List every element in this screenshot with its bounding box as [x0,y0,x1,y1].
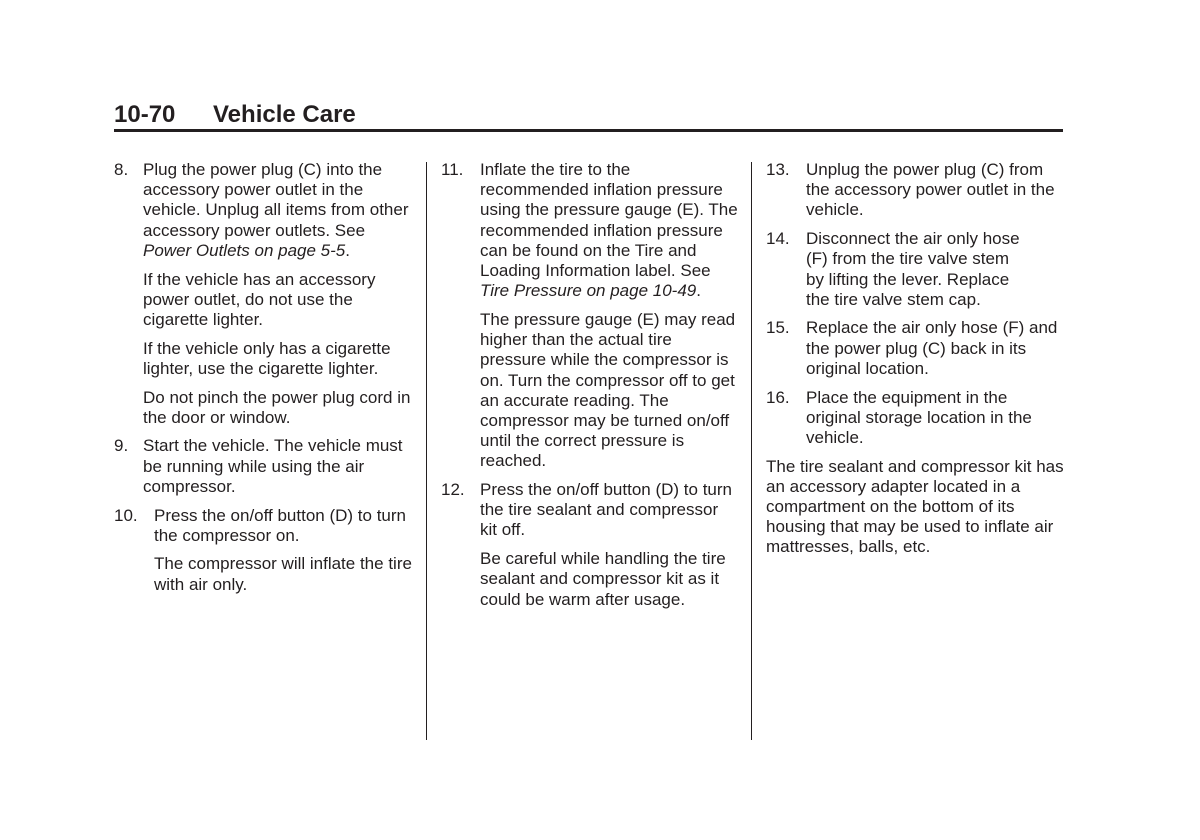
section-title: Vehicle Care [213,101,356,128]
closing-paragraph: The tire sealant and compressor kit has an accessory adapter located in a compartment on the bottom of its housing that may be used to inflate air mattresses, balls, etc. [766,456,1064,557]
step-text-end: . [345,240,350,260]
step-body [480,160,738,472]
step-note: Be careful while handling the tire sealant and compressor kit as it could be warm after usage. [480,549,726,609]
step-note: The compressor will inflate the tire with air only. [154,554,412,594]
step-number: 9. [114,436,129,456]
list-item [441,160,738,472]
step-number: 13. [766,160,790,179]
step-text: Plug the power plug (C) into the accessory power outlet in the vehicle. Unplug all items from other accessory power outlets. See [143,160,409,240]
step-text: Unplug the power plug (C) from the accessory power outlet in the vehicle. [806,160,1055,220]
step-note: If the vehicle has an accessory power outlet, do not use the cigarette lighter. [143,269,376,329]
list-item [441,480,738,610]
list-item [766,229,1066,310]
step-number: 16. [766,387,790,407]
list-item [114,160,414,428]
column-divider [751,162,752,740]
step-number: 8. [114,160,129,179]
step-text: Press the on/off button (D) to turn the tire sealant and compressor kit off. [480,480,732,540]
step-number: 11. [441,160,464,179]
step-number: 12. [441,480,465,500]
page-header [114,100,1062,128]
step-note: Do not pinch the power plug cord in the door or window. [143,387,411,427]
list-item [766,388,1066,449]
step-body [143,160,414,428]
step-number: 15. [766,318,790,338]
step-text: Inflate the tire to the recommended inflation pressure using the pressure gauge (E). The recommended inflation pressure can be found on the Tire and Loading Information label. See [480,160,738,281]
step-number: 14. [766,229,790,249]
step-note: The pressure gauge (E) may read higher than the actual tire pressure while the compressor is on. Turn the compressor off to get an accurate reading. The compressor may be turned on/off until the correct pressure is reached. [480,309,736,471]
step-note: If the vehicle only has a cigarette lighter, use the cigarette lighter. [143,338,391,378]
step-text: Replace the air only hose (F) and the power plug (C) back in its original location. [806,318,1058,378]
column-divider [426,162,427,740]
list-item [766,160,1066,221]
step-text: Start the vehicle. The vehicle must be running while using the air compressor. [143,436,403,496]
step-body [480,480,738,610]
column-3 [766,160,1066,566]
page-number: 10-70 [114,101,176,128]
step-text: Place the equipment in the original storage location in the vehicle. [806,387,1032,447]
step-number: 10. [114,505,138,525]
step-text: Disconnect the air only hose (F) from the tire valve stem by lifting the lever. Replace the tire valve stem cap. [806,229,1020,309]
cross-reference: Tire Pressure on page 10-49 [480,281,697,301]
step-text-end: . [696,281,701,301]
header-rule [114,129,1063,132]
list-item [114,506,414,595]
cross-reference: Power Outlets on page 5-5 [143,240,346,260]
column-2 [441,160,738,618]
step-body [154,506,414,595]
list-item [114,436,414,497]
column-1 [114,160,414,603]
list-item [766,318,1066,379]
step-text: Press the on/off button (D) to turn the compressor on. [154,505,406,545]
